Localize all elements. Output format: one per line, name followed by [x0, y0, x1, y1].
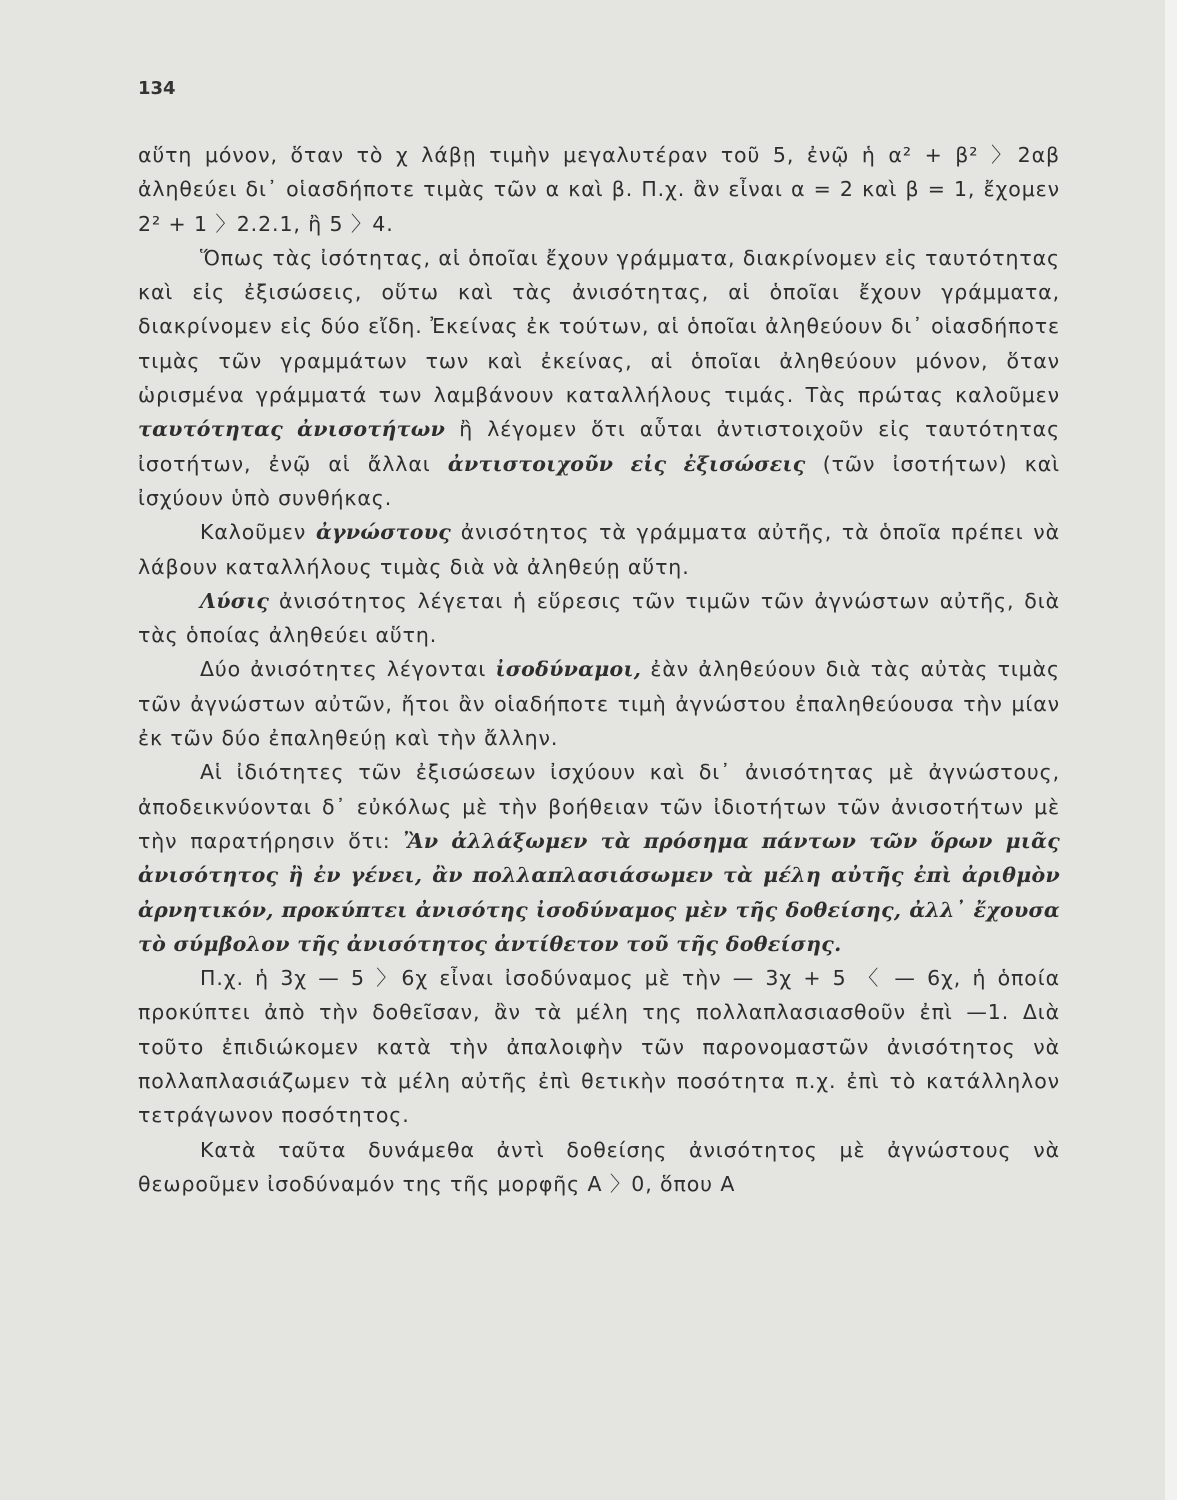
paragraph	[138, 961, 1060, 1132]
text-run: ἀνισότητος λέγεται ἡ εὕρεσις τῶν τιμῶν τῶν ἀγνώστων αὐτῆς, διὰ τὰς ὁποίας ἀληθεύει αὕτη.	[138, 588, 1060, 648]
paragraph	[138, 138, 1060, 241]
defined-term: Ἂν ἀλλάξωμεν τὰ πρόσημα πάντων τῶν ὅρων μιᾶς ἀνισότητος ἢ ἐν γένει, ἂν πολλαπλασιάσωμεν τὰ μέλη αὐτῆς ἐπὶ ἀριθμὸν ἀρνητικόν, προκύπτει ἀνισότης ἰσοδύναμος μὲν τῆς δοθείσης, ἀλλ᾽ ἔχουσα τὸ σύμβολον τῆς ἀνισότητος ἀντίθετον τοῦ τῆς δοθείσης.	[138, 828, 1060, 956]
page-edge	[1165, 0, 1177, 1500]
text-run: ἢ λέγομεν ὅτι αὗται ἀντιστοιχοῦν εἰς ταυτότητας ἰσοτήτων, ἐνῷ αἱ ἄλλαι	[138, 417, 1060, 476]
paragraph	[138, 1133, 1060, 1202]
defined-term: ἰσοδύναμοι,	[495, 657, 642, 682]
body-text	[138, 138, 1060, 1201]
text-run: Π.χ. ἡ 3χ — 5 〉6χ εἶναι ἰσοδύναμος μὲ τὴν — 3χ + 5 〈 — 6χ, ἡ ὁποία προκύπτει ἀπὸ τὴν δοθεῖσαν, ἂν τὰ μέλη της πολλαπλασιασθοῦν ἐπὶ —1. Διὰ τοῦτο ἐπιδιώκομεν κατὰ τὴν ἀπαλοιφὴν τῶν παρονομαστῶν ἀνισότητος νὰ πολλαπλασιάζωμεν τὰ μέλη αὐτῆς ἐπὶ θετικὴν ποσότητα π.χ. ἐπὶ τὸ κατάλληλον τετράγωνον ποσότητος.	[138, 966, 1060, 1128]
text-run: Αἱ ἰδιότητες τῶν ἐξισώσεων ἰσχύουν καὶ δι᾽ ἀνισότητας μὲ ἀγνώστους, ἀποδεικνύονται δ᾽ εὐκόλως μὲ τὴν βοήθειαν τῶν ἰδιοτήτων τῶν ἀνισοτήτων μὲ τὴν παρατήρησιν ὅτι:	[138, 760, 1060, 853]
paragraph	[138, 652, 1060, 755]
text-run: Δύο ἀνισότητες λέγονται	[200, 657, 496, 682]
paragraph	[138, 584, 1060, 653]
text-run: ἀνισότητος τὰ γράμματα αὐτῆς, τὰ ὁποῖα πρέπει νὰ λάβουν καταλλήλους τιμὰς διὰ νὰ ἀληθεύῃ αὕτη.	[138, 520, 1060, 579]
text-run: Κατὰ ταῦτα δυνάμεθα ἀντὶ δοθείσης ἀνισότητος μὲ ἀγνώστους νὰ θεωροῦμεν ἰσοδύναμόν της τῆς μορφῆς Α 〉0, ὅπου Α	[138, 1137, 1060, 1196]
defined-term: ἀντιστοιχοῦν εἰς ἐξισώσεις	[447, 451, 806, 476]
text-run: ἐὰν ἀληθεύουν διὰ τὰς αὐτὰς τιμὰς τῶν ἀγνώστων αὐτῶν, ἤτοι ἂν οἱαδήποτε τιμὴ ἀγνώστου ἐπαληθεύουσα τὴν μίαν ἐκ τῶν δύο ἐπαληθεύῃ καὶ τὴν ἄλλην.	[138, 657, 1060, 751]
text-run: Ὅπως τὰς ἰσότητας, αἱ ὁποῖαι ἔχουν γράμματα, διακρίνομεν εἰς ταυτότητας καὶ εἰς ἐξισώσεις, οὕτω καὶ τὰς ἀνισότητας, αἱ ὁποῖαι ἔχουν γράμματα, διακρίνομεν εἰς δύο εἴδη. Ἐκείνας ἐκ τούτων, αἱ ὁποῖαι ἀληθεύουν δι᾽ οἱασδήποτε τιμὰς τῶν γραμμάτων των καὶ ἐκείνας, αἱ ὁποῖαι ἀληθεύουν μόνον, ὅταν ὡρισμένα γράμματά των λαμβάνουν καταλλήλους τιμάς. Τὰς πρώτας καλοῦμεν	[138, 245, 1060, 408]
defined-term: ταυτότητας ἀνισοτήτων	[138, 417, 446, 442]
defined-term: Λύσις	[200, 588, 270, 613]
page-number: 134	[138, 78, 176, 99]
paragraph	[138, 755, 1060, 961]
text-run: αὕτη μόνον, ὅταν τὸ χ λάβῃ τιμὴν μεγαλυτέραν τοῦ 5, ἐνῷ ἡ α² + β² 〉2αβ ἀληθεύει δι᾽ οἱασδήποτε τιμὰς τῶν α καὶ β. Π.χ. ἂν εἶναι α = 2 καὶ β = 1, ἔχομεν 2² + 1 〉2.2.1, ἢ 5 〉4.	[138, 143, 1060, 236]
paragraph	[138, 241, 1060, 515]
paragraph	[138, 515, 1060, 584]
text-run: Καλοῦμεν	[200, 520, 316, 545]
text-run: (τῶν ἰσοτήτων) καὶ ἰσχύουν ὑπὸ συνθήκας.	[138, 451, 1060, 510]
defined-term: ἀγνώστους	[315, 520, 452, 545]
